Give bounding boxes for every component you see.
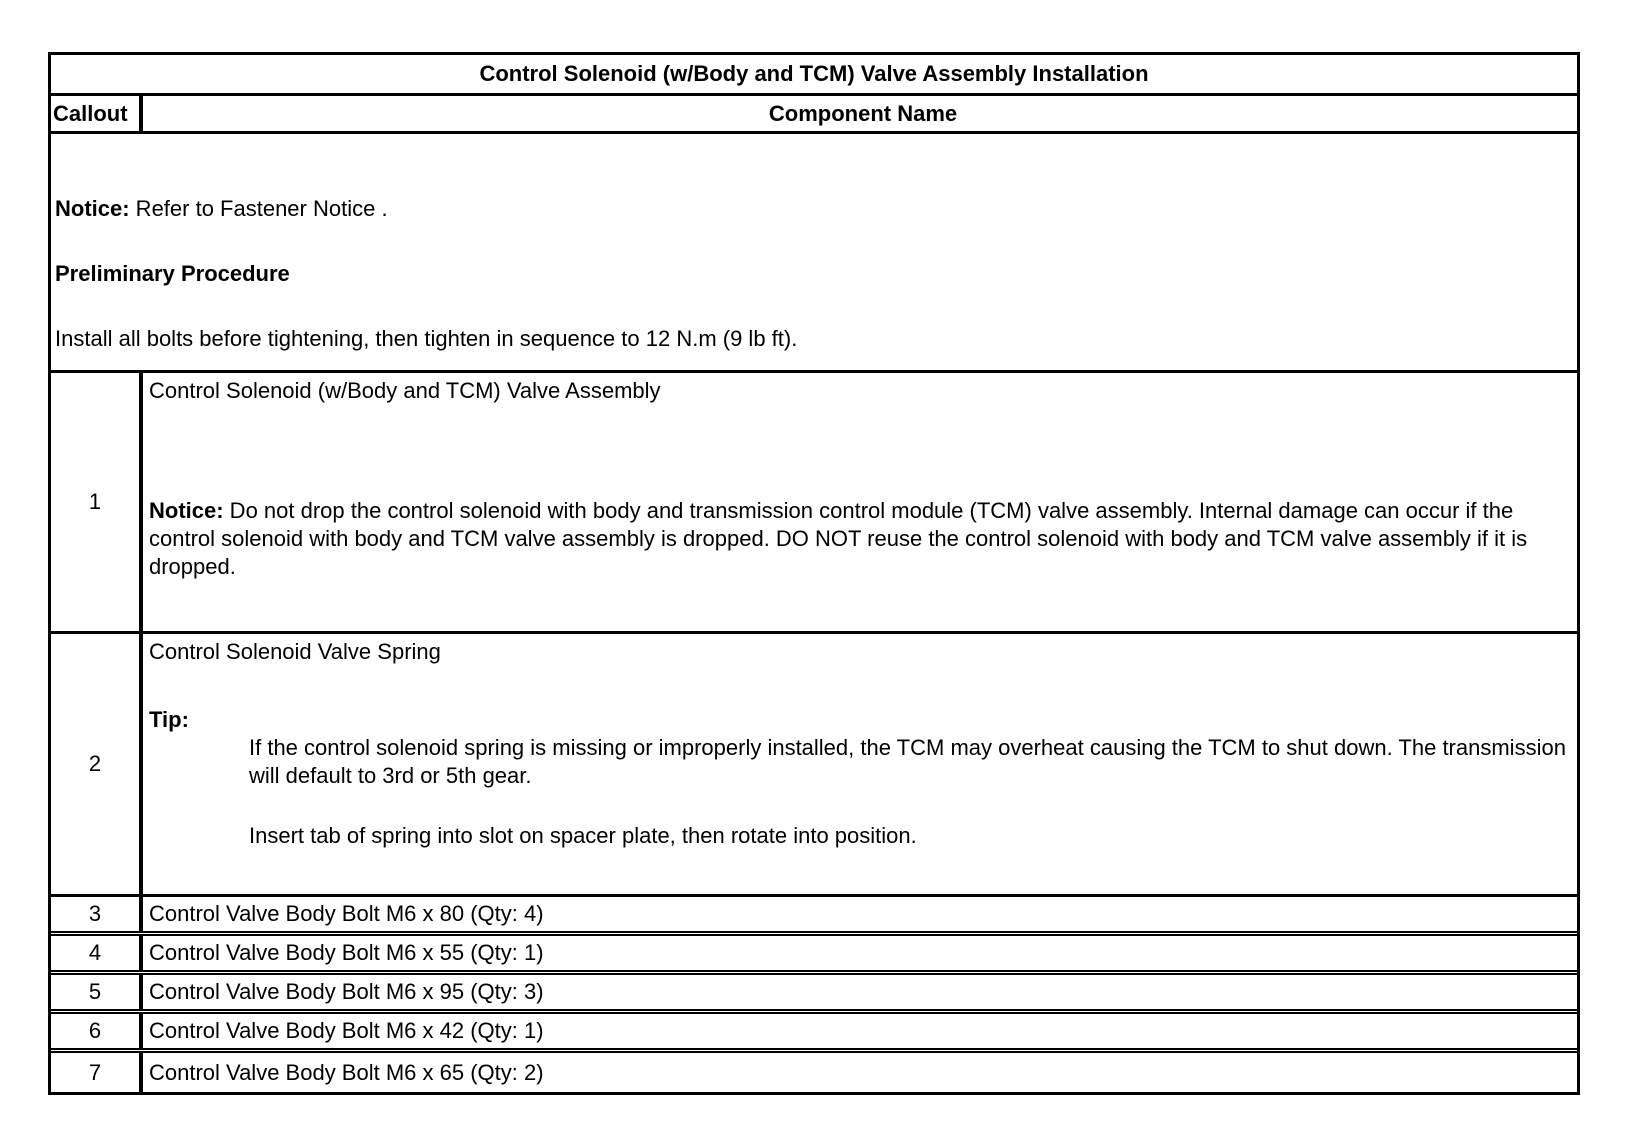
table-row <box>51 373 1577 634</box>
notice-label: Notice: <box>55 196 130 221</box>
table-row <box>51 936 1577 975</box>
callout-cell: 2 <box>51 634 143 894</box>
notice-label: Notice: <box>149 498 224 523</box>
table-row <box>51 1053 1577 1092</box>
install-instruction: Install all bolts before tightening, then tighten in sequence to 12 N.m (9 lb ft). <box>55 326 798 351</box>
callout-cell: 5 <box>51 975 143 1009</box>
tip-label: Tip: <box>149 707 189 732</box>
tip-text: If the control solenoid spring is missing or improperly installed, the TCM may overheat causing the TCM to shut down. The transmission will default to 3rd or 5th gear. <box>249 735 1566 788</box>
table-title: Control Solenoid (w/Body and TCM) Valve Assembly Installation <box>51 55 1577 96</box>
component-cell <box>143 634 1577 894</box>
tip-text: Insert tab of spring into slot on spacer plate, then rotate into position. <box>249 823 917 848</box>
notice-text: Refer to Fastener Notice . <box>129 196 388 221</box>
callout-cell: 6 <box>51 1014 143 1048</box>
notice-text: Do not drop the control solenoid with body and transmission control module (TCM) valve assembly. Internal damage can occur if the control solenoid with body and TCM valve assembly is dropped. DO NOT reuse the control solenoid with body and TCM valve assembly if it is dropped. <box>149 498 1528 579</box>
callout-cell: 7 <box>51 1053 143 1092</box>
callout-cell: 4 <box>51 936 143 970</box>
installation-table <box>48 52 1580 1095</box>
table-row <box>51 897 1577 936</box>
table-row <box>51 1014 1577 1053</box>
component-name: Control Solenoid (w/Body and TCM) Valve Assembly <box>149 378 661 403</box>
preliminary-notes <box>51 134 1577 373</box>
component-name: Control Valve Body Bolt M6 x 80 (Qty: 4) <box>149 901 544 926</box>
component-name: Control Solenoid Valve Spring <box>149 639 441 664</box>
component-cell <box>143 373 1577 631</box>
fastener-notice <box>55 196 388 222</box>
callout-cell: 3 <box>51 897 143 931</box>
callout-header: Callout <box>51 96 143 131</box>
preliminary-procedure-heading: Preliminary Procedure <box>55 261 290 286</box>
table-row <box>51 634 1577 897</box>
component-name: Control Valve Body Bolt M6 x 42 (Qty: 1) <box>149 1018 544 1043</box>
component-notice <box>149 497 1567 581</box>
component-name: Control Valve Body Bolt M6 x 95 (Qty: 3) <box>149 979 544 1004</box>
component-name: Control Valve Body Bolt M6 x 55 (Qty: 1) <box>149 940 544 965</box>
callout-cell: 1 <box>51 373 143 631</box>
table-row <box>51 975 1577 1014</box>
component-name: Control Valve Body Bolt M6 x 65 (Qty: 2) <box>149 1059 544 1085</box>
header-row <box>51 96 1577 134</box>
component-name-header: Component Name <box>768 100 958 126</box>
